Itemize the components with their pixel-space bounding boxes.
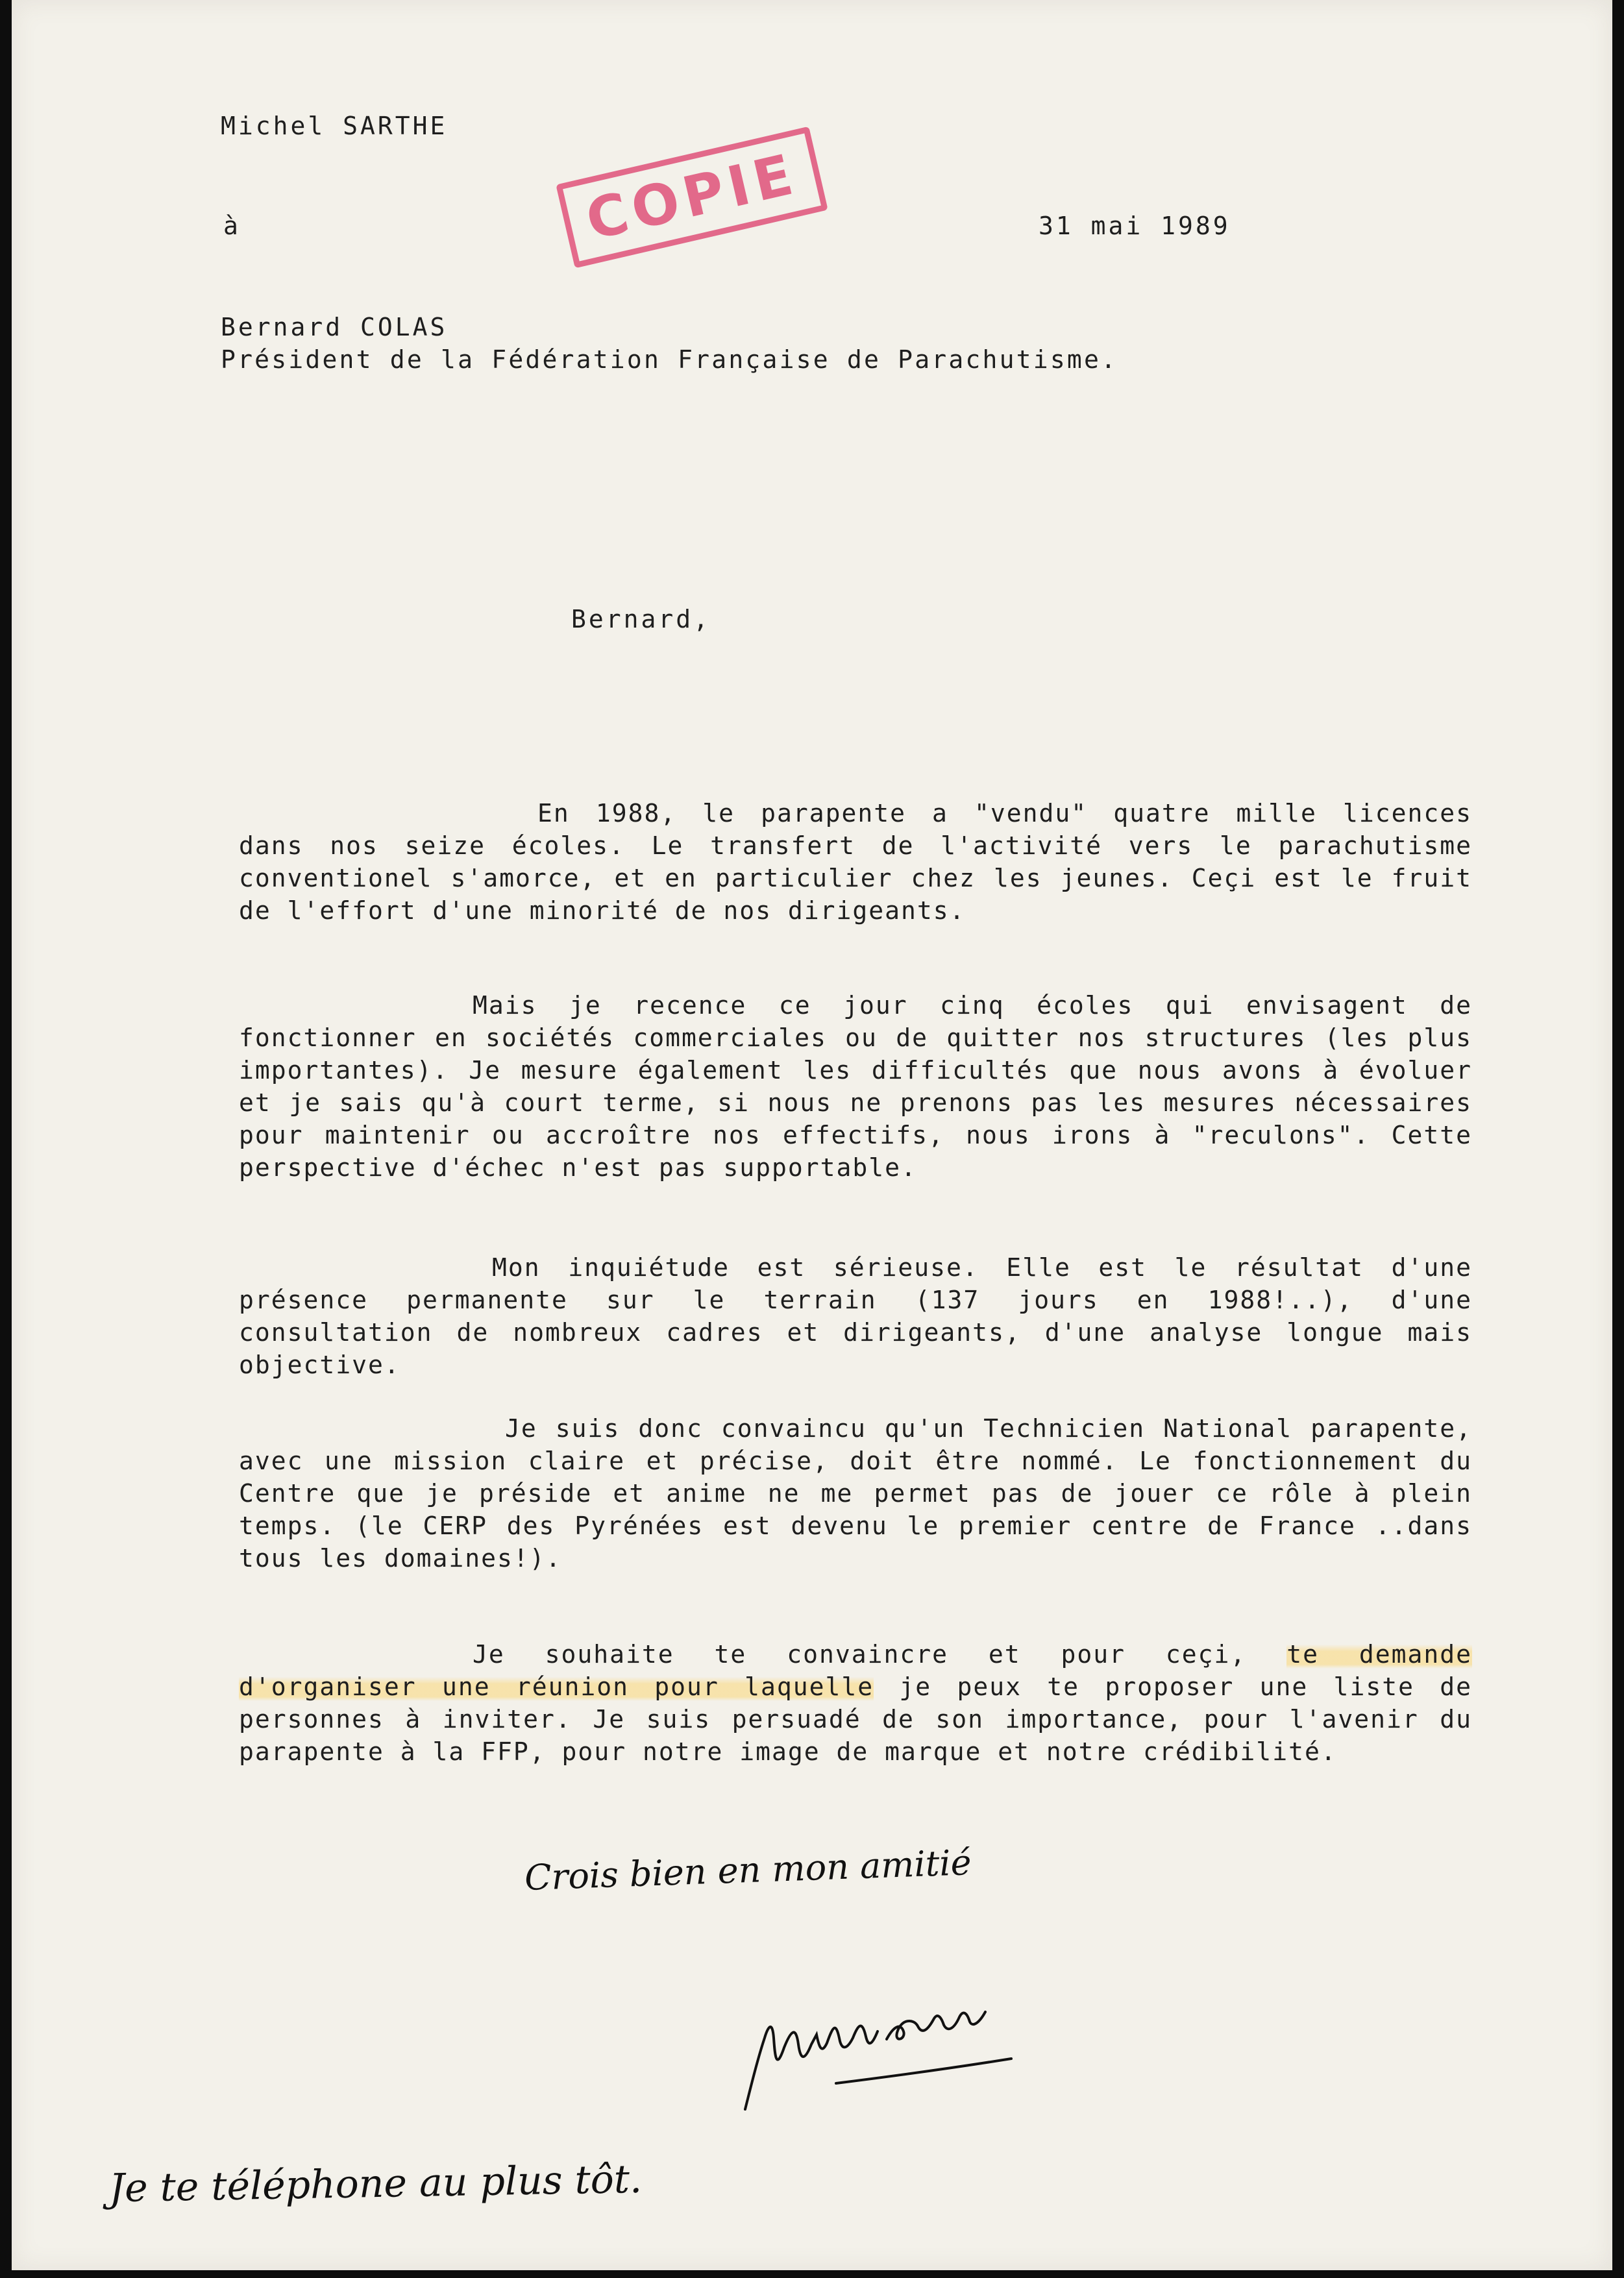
paragraph-3	[239, 1251, 1472, 1381]
paragraph-3-text: Mon inquiétude est sérieuse. Elle est le résultat d'une présence permanente sur le terrain (137 jours en 1988!..), d'une consultation de nombreux cadres et dirigeants, d'une analyse longue mais objective.	[239, 1253, 1472, 1379]
paragraph-5-text-before: Je souhaite te convaincre et pour ceçi,	[473, 1640, 1287, 1669]
postscript-handwritten: Je te téléphone au plus tôt.	[108, 2156, 643, 2212]
stamp-text: COPIE	[580, 141, 804, 253]
paragraph-4-text: Je suis donc convaincu qu'un Technicien National parapente, avec une mission claire et précise, doit être nommé. Le fonctionnement du Centre que je préside et anime ne me permet pas de jouer ce rôle à plein temps. (le CERP des Pyrénées est devenu le premier centre de France ..dans tous les domaines!).	[239, 1414, 1472, 1573]
salutation: Bernard,	[571, 605, 711, 633]
letter-page	[12, 0, 1612, 2270]
recipient-title: Président de la Fédération Française de Parachutisme.	[221, 345, 1118, 374]
paragraph-5	[239, 1638, 1472, 1768]
paragraph-2	[239, 989, 1472, 1184]
signature	[739, 1986, 1037, 2116]
recipient-name: Bernard COLAS	[221, 313, 448, 341]
paragraph-1-text: En 1988, le parapente a "vendu" quatre mille licences dans nos seize écoles. Le transfert de l'activité vers le parachutisme conventionel s'amorce, et en particulier chez les jeunes. Ceçi est le fruit de l'effort d'une minorité de nos dirigeants.	[239, 799, 1472, 925]
sender-name: Michel SARTHE	[221, 112, 448, 140]
paragraph-2-text: Mais je recence ce jour cinq écoles qui envisagent de fonctionner en sociétés commerciales ou de quitter nos structures (les plus importantes). Je mesure également les difficultés que nous avons à évoluer et je sais qu'à court terme, si nous ne prenons pas les mesures nécessaires pour maintenir ou accroître nos effectifs, nous irons à "reculons". Cette perspective d'échec n'est pas supportable.	[239, 991, 1472, 1182]
closing-handwritten: Crois bien en mon amitié	[524, 1842, 972, 1898]
to-word: à	[223, 212, 241, 240]
letter-date: 31 mai 1989	[1039, 212, 1231, 240]
paragraph-4	[239, 1412, 1472, 1574]
highlighted-request: te demande d'organiser une réunion pour laquelle	[239, 1640, 1472, 1701]
paragraph-5-text-after: je peux te proposer une liste de personnes à inviter. Je suis persuadé de son importance, pour l'avenir du parapente à la FFP, pour notre image de marque et notre crédibilité.	[239, 1672, 1472, 1766]
copie-stamp	[556, 127, 828, 269]
paragraph-1	[239, 797, 1472, 927]
